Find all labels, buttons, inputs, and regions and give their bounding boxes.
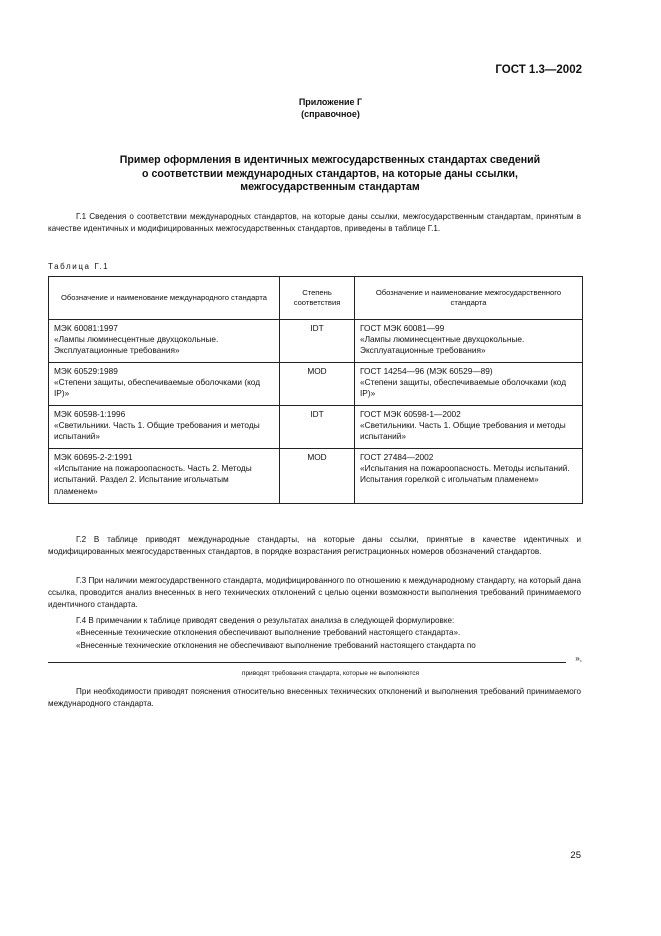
- intl-name: «Светильники. Часть 1. Общие требования и методы испытаний»: [54, 420, 260, 442]
- header-intl: Обозначение и наименование международного стандарта: [49, 277, 280, 320]
- main-title-line: межгосударственным стандартам: [240, 181, 420, 193]
- intl-code: МЭК 60081:1997: [54, 323, 118, 333]
- paragraph-g3: Г.3 При наличии межгосударственного стандарта, модифицированного по отношению к международному стандарту, на который дана ссылка, проводится анализ внесенных в него технических отклонений с целью оценки возможности выполнения требований принимаемого идентичного стандарта.: [48, 576, 581, 610]
- cell-interstate: [355, 363, 583, 406]
- table-caption: Таблица Г.1: [48, 262, 110, 271]
- main-title-line: о соответствии международных стандартов, на которые даны ссылки,: [142, 167, 518, 180]
- gost-code: ГОСТ МЭК 60081—99: [360, 323, 445, 333]
- table-row: [49, 406, 583, 449]
- gost-code: ГОСТ 27484—2002: [360, 452, 434, 462]
- blank-underline: [48, 662, 566, 663]
- cell-intl: [49, 406, 280, 449]
- cell-intl: [49, 320, 280, 363]
- intl-code: МЭК 60598-1:1996: [54, 409, 126, 419]
- main-title-line: Пример оформления в идентичных межгосударственных стандартах сведений: [119, 154, 541, 166]
- underline-note: приводят требования стандарта, которые не выполняются: [241, 670, 420, 677]
- quote-not-ensure: «Внесенные технические отклонения не обеспечивают выполнение требований настоящего стандарта по: [76, 641, 476, 650]
- gost-name: «Лампы люминесцентные двухцокольные. Эксплуатационные требования»: [360, 334, 525, 356]
- table-row: [49, 449, 583, 504]
- intl-code: МЭК 60529:1989: [54, 366, 118, 376]
- table-header-row: [49, 277, 583, 320]
- gost-name: «Испытания на пожароопасность. Методы испытаний. Испытания горелкой с игольчатым пламенем»: [360, 463, 570, 485]
- cell-interstate: [355, 449, 583, 504]
- paragraph-g4: Г.4 В примечании к таблице приводят сведения о результатах анализа в следующей формулировке:: [76, 616, 455, 625]
- cell-interstate: [355, 406, 583, 449]
- quote-end: »,: [575, 654, 582, 663]
- cell-interstate: [355, 320, 583, 363]
- cell-degree: MOD: [280, 449, 355, 504]
- table-row: [49, 363, 583, 406]
- conformity-table: [48, 276, 582, 504]
- cell-intl: [49, 363, 280, 406]
- annex-subtitle: (справочное): [301, 109, 360, 119]
- paragraph-final: При необходимости приводят пояснения относительно внесенных технических отклонений и выполнения требований принимаемого международного стандарта.: [48, 687, 581, 709]
- fill-in-line: [48, 653, 582, 665]
- gost-name: «Степени защиты, обеспечиваемые оболочками (код IP)»: [360, 377, 567, 399]
- cell-intl: [49, 449, 280, 504]
- cell-degree: MOD: [280, 363, 355, 406]
- intl-name: «Степени защиты, обеспечиваемые оболочками (код IP)»: [54, 377, 261, 399]
- cell-degree: IDT: [280, 320, 355, 363]
- annex-title: Приложение Г: [298, 97, 363, 107]
- paragraph-g2: Г.2 В таблице приводят международные стандарты, на которые даны ссылки, принятые в качестве идентичных и модифицированных межгосударственных стандартов, в порядке возрастания регистрационных номеров обозначений стандартов.: [48, 535, 581, 557]
- cell-degree: IDT: [280, 406, 355, 449]
- intl-name: «Испытание на пожароопасность. Часть 2. Методы испытаний. Раздел 2. Испытание игольчатым пламенем»: [54, 463, 252, 496]
- intl-code: МЭК 60695-2-2:1991: [54, 452, 133, 462]
- page-number: 25: [570, 850, 581, 861]
- header-interstate: Обозначение и наименование межгосударственного стандарта: [355, 277, 583, 320]
- quote-ensure: «Внесенные технические отклонения обеспечивают выполнение требований настоящего стандарта».: [76, 628, 461, 637]
- paragraph-g1: Г.1 Сведения о соответствии международных стандартов, на которые даны ссылки, межгосударственным стандартам, принятым в качестве идентичных и модифицированных межгосударственных стандартов, приведены в таблице Г.1.: [48, 212, 581, 234]
- table-row: [49, 320, 583, 363]
- gost-name: «Светильники. Часть 1. Общие требования и методы испытаний»: [360, 420, 566, 442]
- main-title: [70, 154, 590, 195]
- header-degree: Степень соответствия: [280, 277, 355, 320]
- gost-code: ГОСТ МЭК 60598-1—2002: [360, 409, 461, 419]
- gost-code: ГОСТ 14254—96 (МЭК 60529—89): [360, 366, 493, 376]
- intl-name: «Лампы люминесцентные двухцокольные. Эксплуатационные требования»: [54, 334, 219, 356]
- document-code: ГОСТ 1.3—2002: [495, 64, 582, 76]
